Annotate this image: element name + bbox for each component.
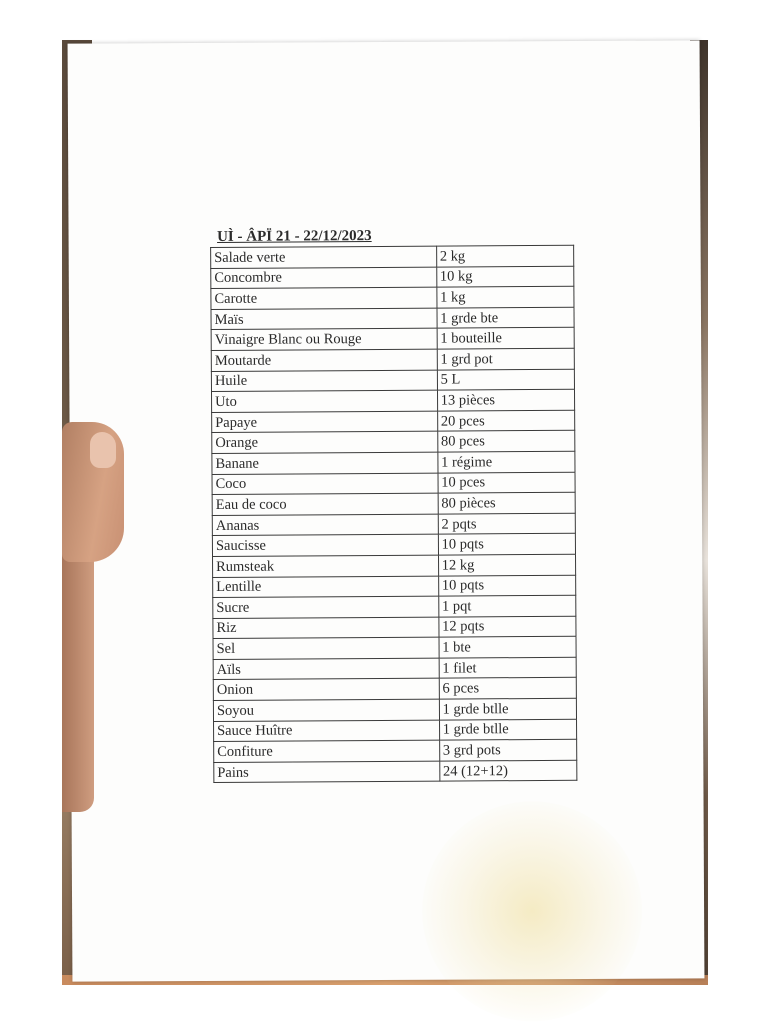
table-row bbox=[212, 431, 575, 454]
table-row bbox=[213, 554, 576, 577]
item-name: Ananas bbox=[212, 514, 438, 536]
item-name: Moutarde bbox=[211, 349, 437, 371]
item-name: Aïls bbox=[213, 658, 439, 680]
list-title: UÌ - ÂPÏ 21 - 22/12/2023 bbox=[217, 228, 372, 245]
item-quantity: 1 pqt bbox=[438, 595, 576, 616]
item-name: Uto bbox=[211, 390, 437, 412]
light-reflection bbox=[422, 801, 643, 1022]
item-quantity: 1 kg bbox=[436, 286, 574, 307]
item-name: Carotte bbox=[211, 287, 437, 309]
table-row bbox=[211, 328, 574, 351]
table-row bbox=[211, 389, 574, 412]
item-name: Pains bbox=[214, 761, 440, 783]
item-name: Papaye bbox=[212, 411, 438, 433]
item-name: Riz bbox=[213, 617, 439, 639]
item-quantity: 1 grde bte bbox=[437, 307, 575, 328]
item-quantity: 6 pces bbox=[439, 678, 577, 699]
item-name: Rumsteak bbox=[213, 555, 439, 577]
item-quantity: 1 régime bbox=[437, 451, 575, 472]
item-name: Concombre bbox=[211, 267, 437, 289]
item-name: Orange bbox=[212, 431, 438, 453]
item-name: Coco bbox=[212, 473, 438, 495]
table-row bbox=[211, 266, 574, 289]
table-row bbox=[212, 472, 575, 495]
item-name: Sauce Huître bbox=[214, 720, 440, 742]
item-quantity: 1 grd pot bbox=[437, 348, 575, 369]
table-row bbox=[211, 348, 574, 371]
table-row bbox=[211, 286, 574, 309]
table-row bbox=[213, 637, 576, 660]
hand bbox=[62, 392, 122, 812]
item-name: Eau de coco bbox=[212, 493, 438, 515]
table-row bbox=[214, 719, 577, 742]
item-name: Huile bbox=[211, 370, 437, 392]
item-quantity: 5 L bbox=[437, 369, 575, 390]
item-quantity: 13 pièces bbox=[437, 389, 575, 410]
item-quantity: 12 kg bbox=[438, 554, 576, 575]
item-name: Saucisse bbox=[212, 534, 438, 556]
table-row bbox=[213, 698, 576, 721]
item-name: Maïs bbox=[211, 308, 437, 330]
table-row bbox=[211, 369, 574, 392]
thumbnail bbox=[90, 432, 116, 468]
item-quantity: 1 bouteille bbox=[437, 328, 575, 349]
item-name: Banane bbox=[212, 452, 438, 474]
item-quantity: 10 pqts bbox=[438, 534, 576, 555]
item-quantity: 80 pces bbox=[437, 431, 575, 452]
item-quantity: 1 grde btlle bbox=[439, 698, 577, 719]
item-quantity: 1 grde btlle bbox=[439, 719, 577, 740]
item-quantity: 2 pqts bbox=[438, 513, 576, 534]
item-quantity: 24 (12+12) bbox=[439, 760, 577, 781]
table-row bbox=[213, 595, 576, 618]
item-quantity: 1 bte bbox=[439, 637, 577, 658]
item-quantity: 1 filet bbox=[439, 657, 577, 678]
item-quantity: 10 pces bbox=[438, 472, 576, 493]
item-name: Sel bbox=[213, 637, 439, 659]
table-row bbox=[213, 678, 576, 701]
item-name: Onion bbox=[213, 679, 439, 701]
table-row bbox=[213, 657, 576, 680]
item-name: Lentille bbox=[213, 576, 439, 598]
item-quantity: 3 grd pots bbox=[439, 740, 577, 761]
table-row bbox=[211, 307, 574, 330]
item-name: Vinaigre Blanc ou Rouge bbox=[211, 328, 437, 350]
table-row bbox=[214, 740, 577, 763]
item-quantity: 10 kg bbox=[436, 266, 574, 287]
item-quantity: 20 pces bbox=[437, 410, 575, 431]
item-quantity: 2 kg bbox=[436, 245, 574, 266]
table-row bbox=[212, 410, 575, 433]
table-row bbox=[213, 575, 576, 598]
item-quantity: 12 pqts bbox=[438, 616, 576, 637]
table-row bbox=[212, 513, 575, 536]
table-row bbox=[212, 451, 575, 474]
table-row bbox=[213, 616, 576, 639]
items-table bbox=[210, 245, 577, 784]
table-row bbox=[214, 760, 577, 783]
palm bbox=[62, 542, 94, 812]
item-quantity: 10 pqts bbox=[438, 575, 576, 596]
table-row bbox=[212, 534, 575, 557]
table-row bbox=[211, 245, 574, 268]
item-name: Sucre bbox=[213, 596, 439, 618]
table-row bbox=[212, 492, 575, 515]
item-quantity: 80 pièces bbox=[438, 492, 576, 513]
item-name: Salade verte bbox=[211, 246, 437, 268]
item-name: Confiture bbox=[214, 740, 440, 762]
item-name: Soyou bbox=[213, 699, 439, 721]
shopping-list bbox=[210, 226, 577, 784]
